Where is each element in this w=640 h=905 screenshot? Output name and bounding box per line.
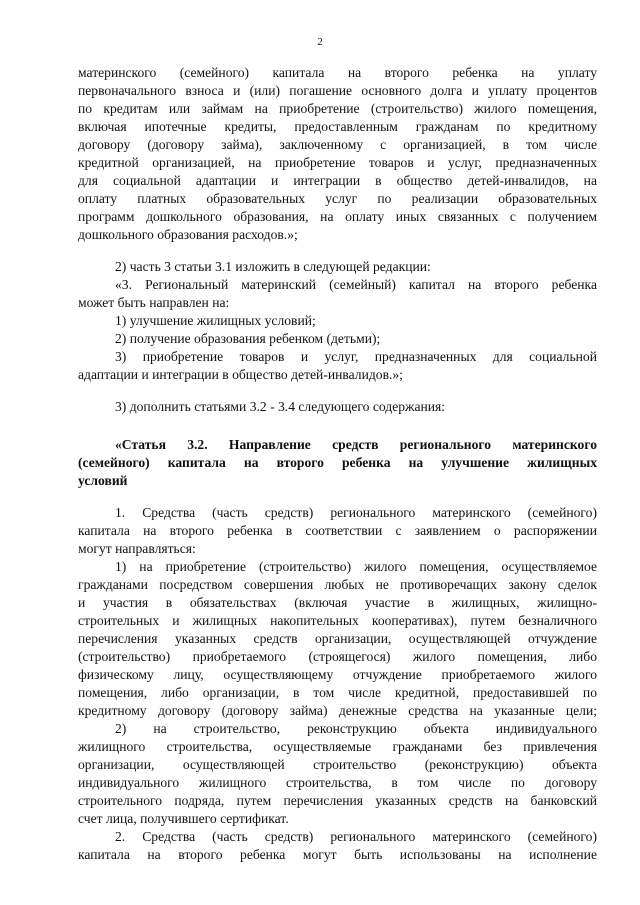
text-line: 3) дополнить статьями 3.2 - 3.4 следующего содержания: [115, 399, 446, 414]
text-line: физическому лицу, осуществляющему отчуждение приобретаемого жилого [78, 667, 597, 682]
text-line: 1) на приобретение (строительство) жилого помещения, осуществляемое [115, 559, 597, 574]
text-line: «3. Региональный материнский (семейный) капитал на второго ребенка [115, 277, 597, 292]
text-line: 2) на строительство, реконструкцию объекта индивидуального [115, 721, 597, 736]
text-line: оплату платных образовательных услуг по реализации образовательных [78, 191, 597, 206]
text-line: включая ипотечные кредиты, предоставленным гражданам по кредитному [78, 119, 597, 134]
text-line: строительных и жилищных накопительных кооперативах), путем безналичного [78, 613, 597, 628]
text-line: 3) приобретение товаров и услуг, предназначенных для социальной [115, 349, 597, 364]
text-line: перечисления указанных средств организации, осуществляющей отчуждение [78, 631, 597, 646]
text-line: кредитной организацией, на приобретение товаров и услуг, предназначенных [78, 155, 597, 170]
text-line: первоначального взноса и (или) погашение основного долга и уплату процентов [78, 83, 597, 98]
text-line: договору (договору займа), заключенному с организацией, в том числе [78, 137, 597, 152]
text-line: жилищного строительства, осуществляемые гражданами без привлечения [78, 739, 597, 754]
heading-line: условий [78, 473, 128, 488]
text-line: по кредитам или займам на приобретение (строительство) жилого помещения, [78, 101, 597, 116]
text-line: и участия в обязательствах (включая участие в жилищных, жилищно- [78, 595, 597, 610]
text-line: дошкольного образования расходов.»; [78, 227, 298, 242]
text-line: капитала на второго ребенка в соответствии с заявлением о распоряжении [78, 523, 597, 538]
heading-line: «Статья 3.2. Направление средств регионального материнского [115, 437, 597, 452]
text-line: для социальной адаптации и интеграции в общество детей-инвалидов, на [78, 173, 597, 188]
text-line: индивидуального жилищного строительства, в том числе по договору [78, 775, 597, 790]
text-line: 2) получение образования ребенком (детьми); [115, 331, 381, 346]
text-line: адаптации и интеграции в общество детей-инвалидов.»; [78, 367, 403, 382]
page-number: 2 [317, 36, 323, 48]
text-line: 1) улучшение жилищных условий; [115, 313, 316, 328]
text-line: 1. Средства (часть средств) регионального материнского (семейного) [115, 505, 597, 520]
text-line: кредитному договору (договору займа) денежные средства на указанные цели; [78, 703, 597, 718]
heading-line: (семейного) капитала на второго ребенка на улучшение жилищных [78, 455, 597, 470]
text-line: (строительство) приобретаемого (строящегося) жилого помещения, либо [78, 649, 597, 664]
text-line: организации, осуществляющей строительство (реконструкцию) объекта [78, 757, 597, 772]
text-line: материнского (семейного) капитала на второго ребенка на уплату [78, 65, 597, 80]
text-line: могут направляться: [78, 541, 196, 556]
text-line: 2. Средства (часть средств) регионального материнского (семейного) [115, 829, 597, 844]
text-line: помещения, либо организации, в том числе кредитной, предоставившей по [78, 685, 597, 700]
text-line: строительного подряда, путем перечисления указанных средств на банковский [78, 793, 597, 808]
text-line: капитала на второго ребенка могут быть использованы на исполнение [78, 847, 597, 862]
text-line: программ дошкольного образования, на оплату иных связанных с получением [78, 209, 597, 224]
text-line: гражданами посредством совершения любых не противоречащих закону сделок [78, 577, 597, 592]
text-line: 2) часть 3 статьи 3.1 изложить в следующей редакции: [115, 259, 431, 274]
text-line: счет лица, получившего сертификат. [78, 811, 289, 826]
text-line: может быть направлен на: [78, 295, 230, 310]
